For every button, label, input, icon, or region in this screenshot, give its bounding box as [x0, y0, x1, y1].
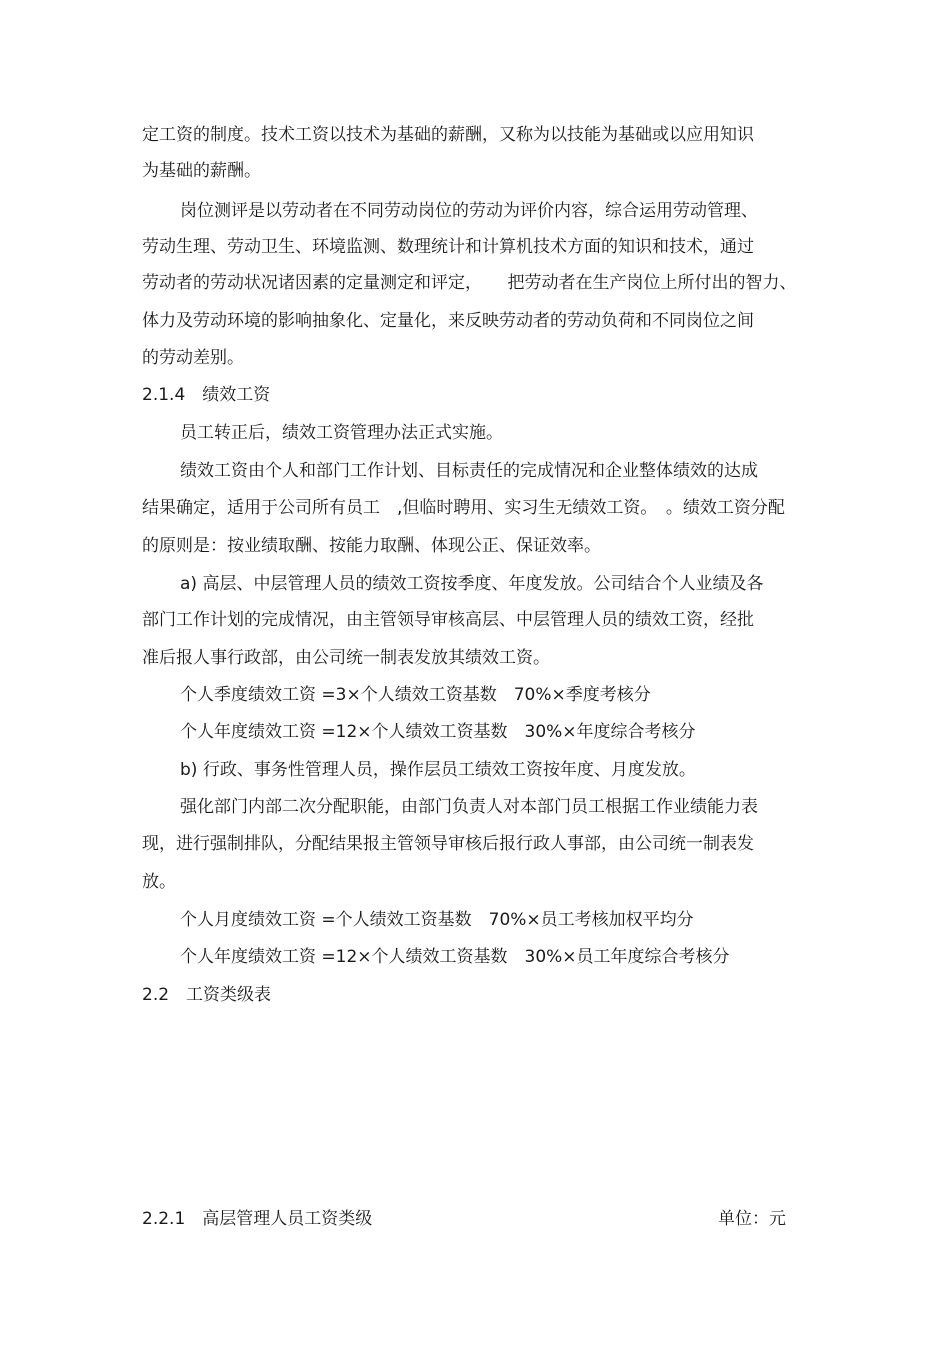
- formula-line: 个人年度绩效工资 =12×个人绩效工资基数 30%×年度综合考核分: [180, 722, 696, 742]
- body-text-line: 准后报人事行政部，由公司统一制表发放其绩效工资。: [142, 648, 550, 668]
- body-text-line: 结果确定，适用于公司所有员工 ,但临时聘用、实习生无绩效工资。 。绩效工资分配: [142, 498, 785, 518]
- body-text-line: 部门工作计划的完成情况，由主管领导审核高层、中层管理人员的绩效工资，经批: [142, 610, 754, 630]
- section-heading: 2.2 工资类级表: [142, 985, 272, 1005]
- subsection-heading: 2.2.1 高层管理人员工资类级: [142, 1209, 373, 1229]
- body-text-line: 绩效工资由个人和部门工作计划、目标责任的完成情况和企业整体绩效的达成: [180, 461, 758, 481]
- section-heading: 2.1.4 绩效工资: [142, 385, 271, 405]
- body-text-line: 劳动者的劳动状况诸因素的定量测定和评定， 把劳动者在生产岗位上所付出的智力、: [142, 273, 797, 293]
- body-text-line: 劳动生理、劳动卫生、环境监测、数理统计和计算机技术方面的知识和技术，通过: [142, 237, 754, 257]
- body-text-line: 员工转正后，绩效工资管理办法正式实施。: [180, 423, 503, 443]
- body-text-line: 的原则是：按业绩取酬、按能力取酬、体现公正、保证效率。: [142, 536, 601, 556]
- body-text-line: 的劳动差别。: [142, 348, 244, 368]
- body-text-line: a) 高层、中层管理人员的绩效工资按季度、年度发放。公司结合个人业绩及各: [180, 574, 764, 594]
- body-text-line: 放。: [142, 872, 176, 892]
- formula-line: 个人季度绩效工资 =3×个人绩效工资基数 70%×季度考核分: [180, 685, 651, 705]
- formula-line: 个人月度绩效工资 =个人绩效工资基数 70%×员工考核加权平均分: [180, 910, 694, 930]
- body-text-line: 岗位测评是以劳动者在不同劳动岗位的劳动为评价内容，综合运用劳动管理、: [180, 201, 758, 221]
- body-text-line: 定工资的制度。技术工资以技术为基础的薪酬，又称为以技能为基础或以应用知识: [142, 125, 754, 145]
- body-text-line: 为基础的薪酬。: [142, 161, 261, 181]
- body-text-line: b) 行政、事务性管理人员，操作层员工绩效工资按年度、月度发放。: [180, 760, 696, 780]
- body-text-line: 强化部门内部二次分配职能，由部门负责人对本部门员工根据工作业绩能力表: [180, 797, 758, 817]
- body-text-line: 体力及劳动环境的影响抽象化、定量化，来反映劳动者的劳动负荷和不同岗位之间: [142, 311, 754, 331]
- unit-label: 单位：元: [718, 1209, 786, 1229]
- formula-line: 个人年度绩效工资 =12×个人绩效工资基数 30%×员工年度综合考核分: [180, 947, 730, 967]
- body-text-line: 现，进行强制排队，分配结果报主管领导审核后报行政人事部，由公司统一制表发: [142, 834, 754, 854]
